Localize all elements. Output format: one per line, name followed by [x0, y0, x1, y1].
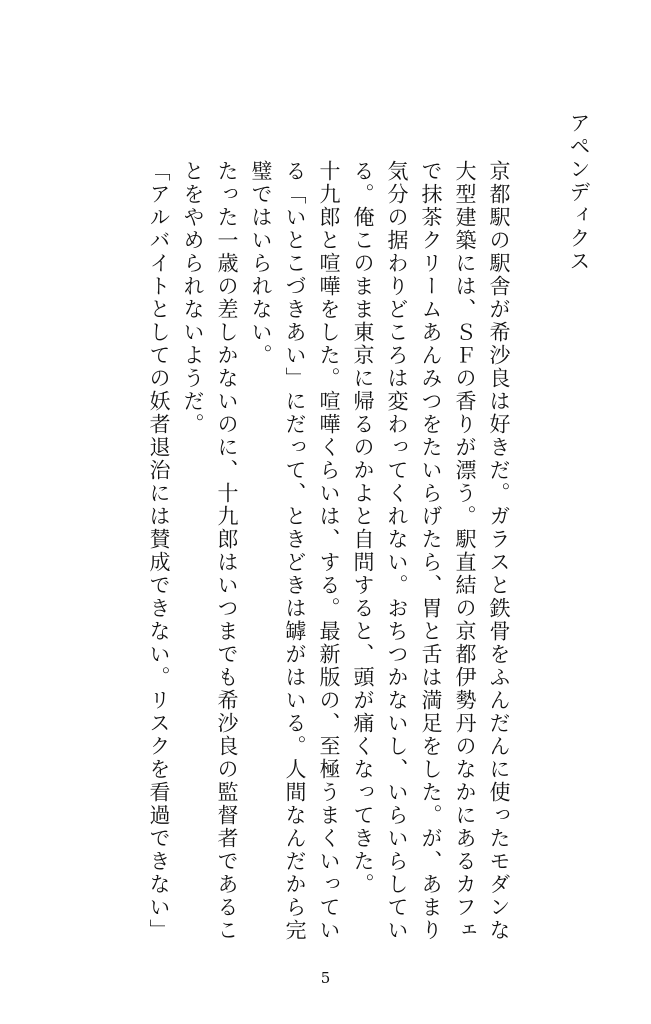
- paragraph-2: 十九郎と喧嘩をした。喧嘩くらいは、する。最新版の、至極うまくいっている「いとこづきあい」にだって、ときどきは罅がはいる。人間なんだから完璧ではいられない。: [249, 160, 341, 942]
- chapter-title: アペンディクス: [567, 112, 591, 273]
- paragraph-1: 京都駅の駅舎が希沙良は好きだ。ガラスと鉄骨をふんだんに使ったモダンな大型建築には、ＳＦの香りが漂う。駅直結の京都伊勢丹のなかにあるカフェで抹茶クリームあんみつをたいらげたら、胃と舌は満足をした。が、あまり気分の据わりどころは変わってくれない。おちつかないし、いらいらしている。俺このまま東京に帰るのかよと自問すると、頭が痛くなってきた。: [351, 160, 511, 942]
- vertical-text-body: [96, 112, 596, 962]
- page-number: 5: [320, 969, 331, 987]
- paragraph-4-dialogue: 「アルバイトとしての妖者退治には賛成できない。リスクを看過できない」: [147, 160, 171, 942]
- paragraph-3: たった一歳の差しかないのに、十九郎はいつまでも希沙良の監督者であることをやめられないようだ。: [181, 160, 239, 942]
